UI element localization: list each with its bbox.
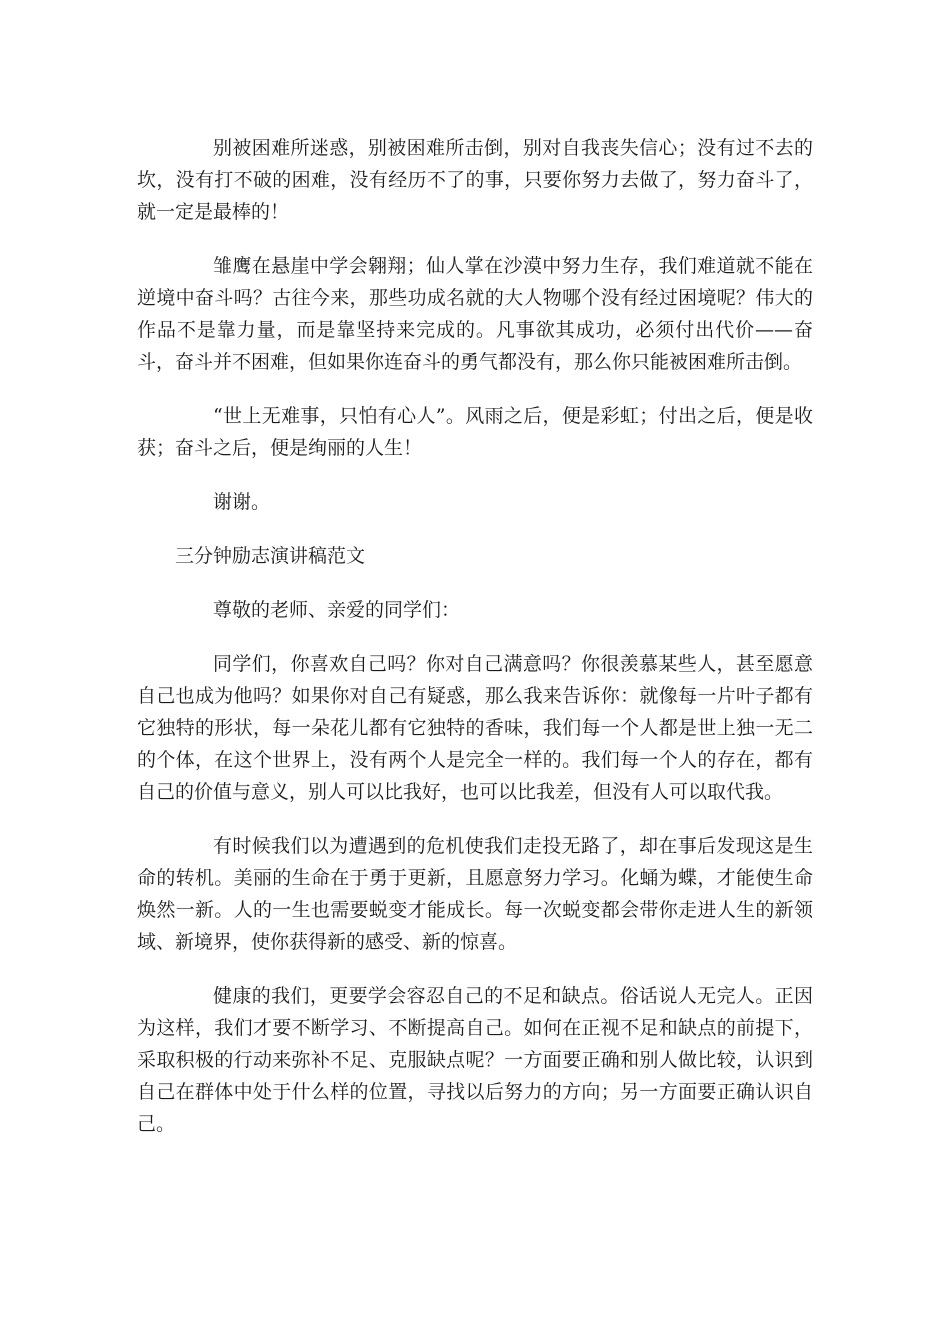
paragraph: 有时候我们以为遭遇到的危机使我们走投无路了，却在事后发现这是生命的转机。美丽的生命在于勇于更新，且愿意努力学习。化蛹为蝶，才能使生命焕然一新。人的一生也需要蜕变才能成长。每一次蜕变都会带你走进人生的新领域、新境界，使你获得新的感受、新的惊喜。 <box>137 835 813 953</box>
paragraph-closing: 谢谢。 <box>213 491 271 513</box>
paragraph: 别被困难所迷惑，别被困难所击倒，别对自我丧失信心；没有过不去的坎，没有打不破的困难，没有经历不了的事，只要你努力去做了，努力奋斗了，就一定是最棒的！ <box>137 137 813 223</box>
paragraph: “世上无难事，只怕有心人”。风雨之后，便是彩虹；付出之后，便是收获；奋斗之后，便是绚丽的人生！ <box>137 405 813 459</box>
salutation: 尊敬的老师、亲爱的同学们： <box>213 599 461 621</box>
document-body <box>137 132 813 1162</box>
paragraph: 健康的我们，更要学会容忍自己的不足和缺点。俗话说人无完人。正因为这样，我们才要不断学习、不断提高自己。如何在正视不足和缺点的前提下，采取积极的行动来弥补不足、克服缺点呢？一方面要正确和别人做比较，认识到自己在群体中处于什么样的位置，寻找以后努力的方向；另一方面要正确认识自己。 <box>137 985 813 1135</box>
section-title: 三分钟励志演讲稿范文 <box>175 545 366 567</box>
paragraph: 同学们，你喜欢自己吗？你对自己满意吗？你很羡慕某些人，甚至愿意自己也成为他吗？如果你对自己有疑惑，那么我来告诉你：就像每一片叶子都有它独特的形状，每一朵花儿都有它独特的香味，我们每一个人都是世上独一无二的个体，在这个世界上，没有两个人是完全一样的。我们每一个人的存在，都有自己的价值与意义，别人可以比我好，也可以比我差，但没有人可以取代我。 <box>137 653 813 803</box>
paragraph: 雏鹰在悬崖中学会翱翔；仙人掌在沙漠中努力生存，我们难道就不能在逆境中奋斗吗？古往今来，那些功成名就的大人物哪个没有经过困境呢？伟大的作品不是靠力量，而是靠坚持来完成的。凡事欲其成功，必须付出代价——奋斗，奋斗并不困难，但如果你连奋斗的勇气都没有，那么你只能被困难所击倒。 <box>137 255 813 373</box>
